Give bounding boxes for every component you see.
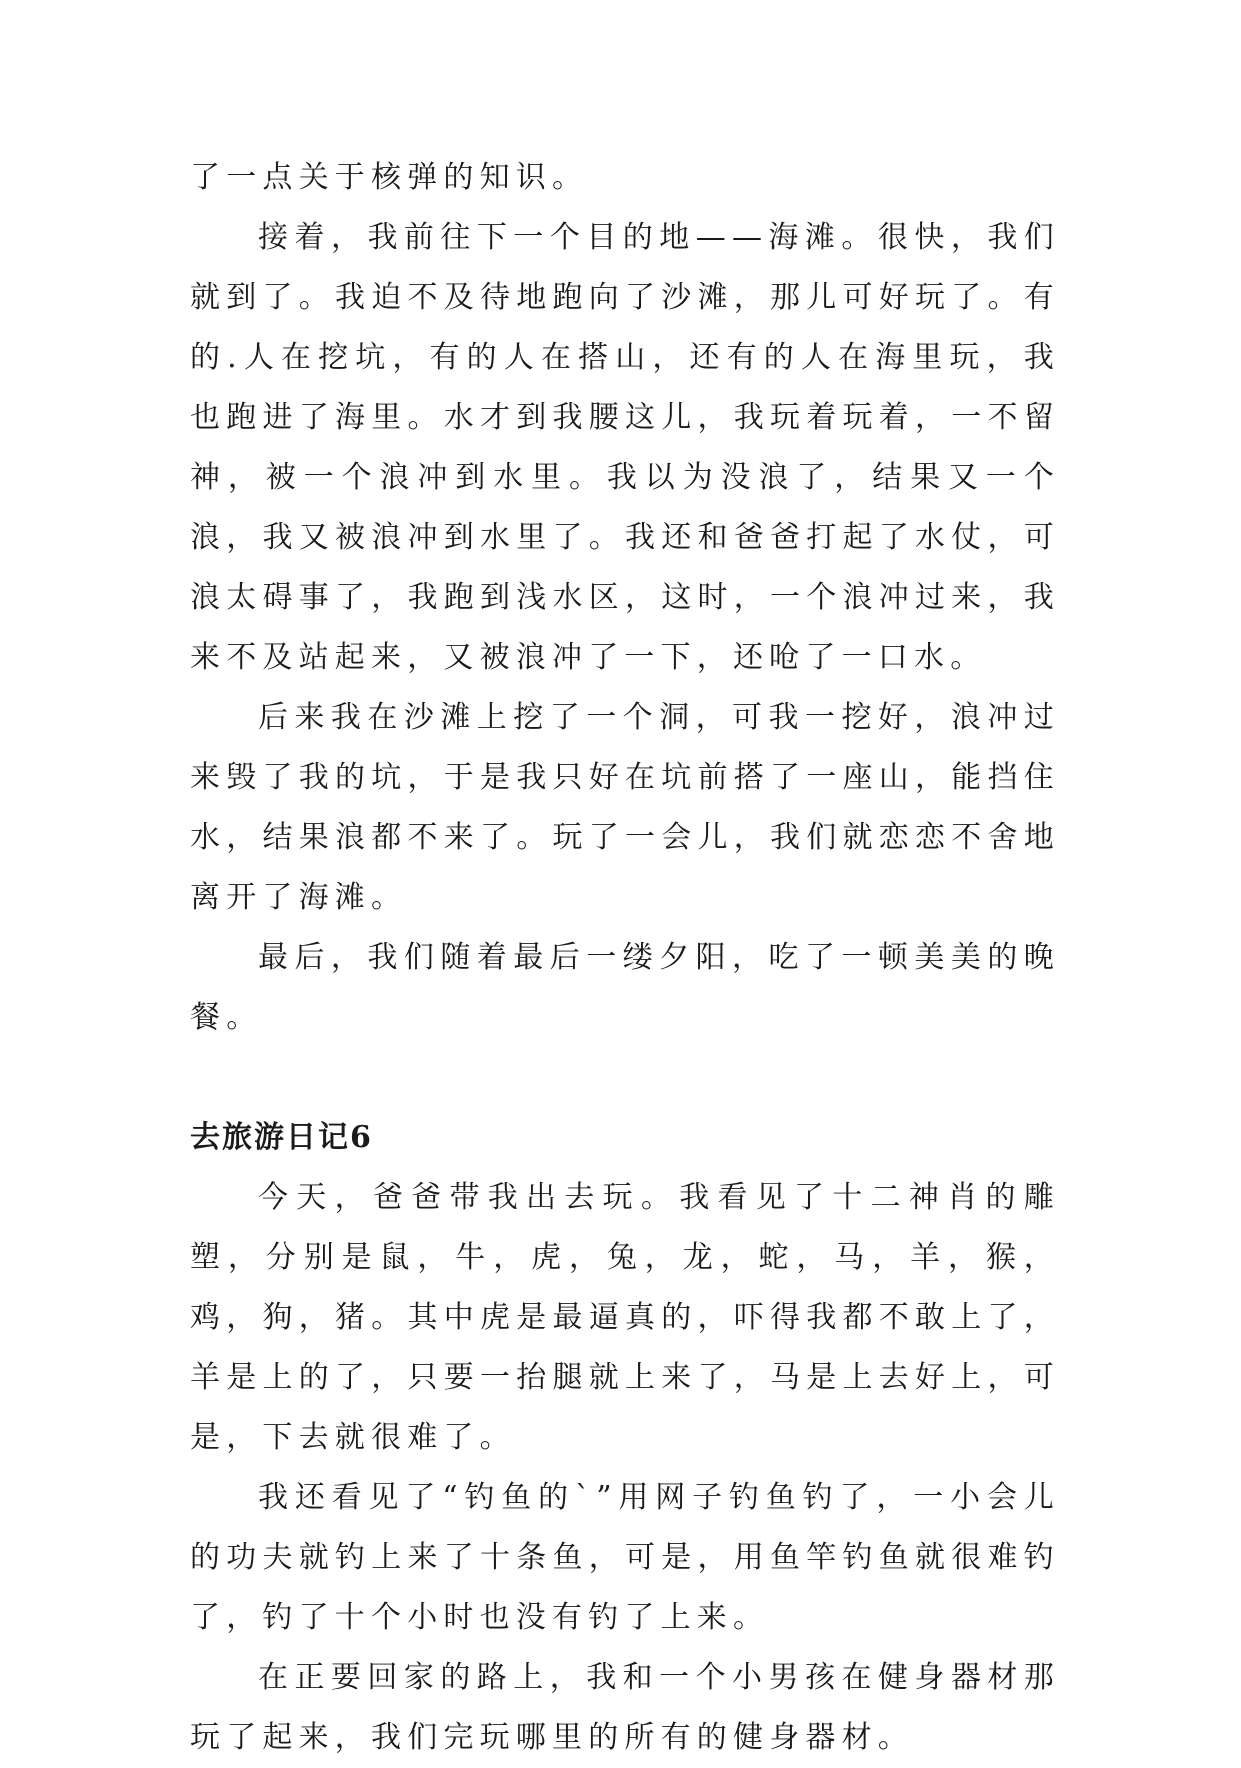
paragraph-continuation: 了一点关于核弹的知识。 bbox=[190, 160, 589, 195]
paragraph-sand-hole: 后来我在沙滩上挖了一个洞，可我一挖好，浪冲过来毁了我的坑，于是我只好在坑前搭了一座山，能挡住水，结果浪都不来了。玩了一会儿，我们就恋恋不舍地离开了海滩。 bbox=[190, 700, 1060, 915]
section-spacer bbox=[190, 1048, 1060, 1108]
section-2 bbox=[190, 1108, 1060, 1768]
section-1 bbox=[190, 148, 1060, 1048]
document-page bbox=[190, 148, 1060, 1768]
section-title: 去旅游日记6 bbox=[190, 1120, 373, 1155]
paragraph-dinner: 最后，我们随着最后一缕夕阳，吃了一顿美美的晚餐。 bbox=[190, 940, 1060, 1035]
paragraph-zodiac: 今天，爸爸带我出去玩。我看见了十二神肖的雕塑，分别是鼠，牛，虎，兔，龙，蛇，马，羊，猴，鸡，狗，猪。其中虎是最逼真的，吓得我都不敢上了，羊是上的了，只要一抬腿就上来了，马是上去好上，可是，下去就很难了。 bbox=[190, 1180, 1060, 1455]
paragraph-fitness: 在正要回家的路上，我和一个小男孩在健身器材那玩了起来，我们完玩哪里的所有的健身器材。 bbox=[190, 1660, 1060, 1755]
paragraph-beach: 接着，我前往下一个目的地——海滩。很快，我们就到了。我迫不及待地跑向了沙滩，那儿可好玩了。有的.人在挖坑，有的人在搭山，还有的人在海里玩，我也跑进了海里。水才到我腰这儿，我玩着玩着，一不留神，被一个浪冲到水里。我以为没浪了，结果又一个浪，我又被浪冲到水里了。我还和爸爸打起了水仗，可浪太碍事了，我跑到浅水区，这时，一个浪冲过来，我来不及站起来，又被浪冲了一下，还呛了一口水。 bbox=[190, 220, 1060, 675]
paragraph-fishing: 我还看见了“钓鱼的`”用网子钓鱼钓了，一小会儿的功夫就钓上来了十条鱼，可是，用鱼竿钓鱼就很难钓了，钓了十个小时也没有钓了上来。 bbox=[190, 1480, 1060, 1635]
